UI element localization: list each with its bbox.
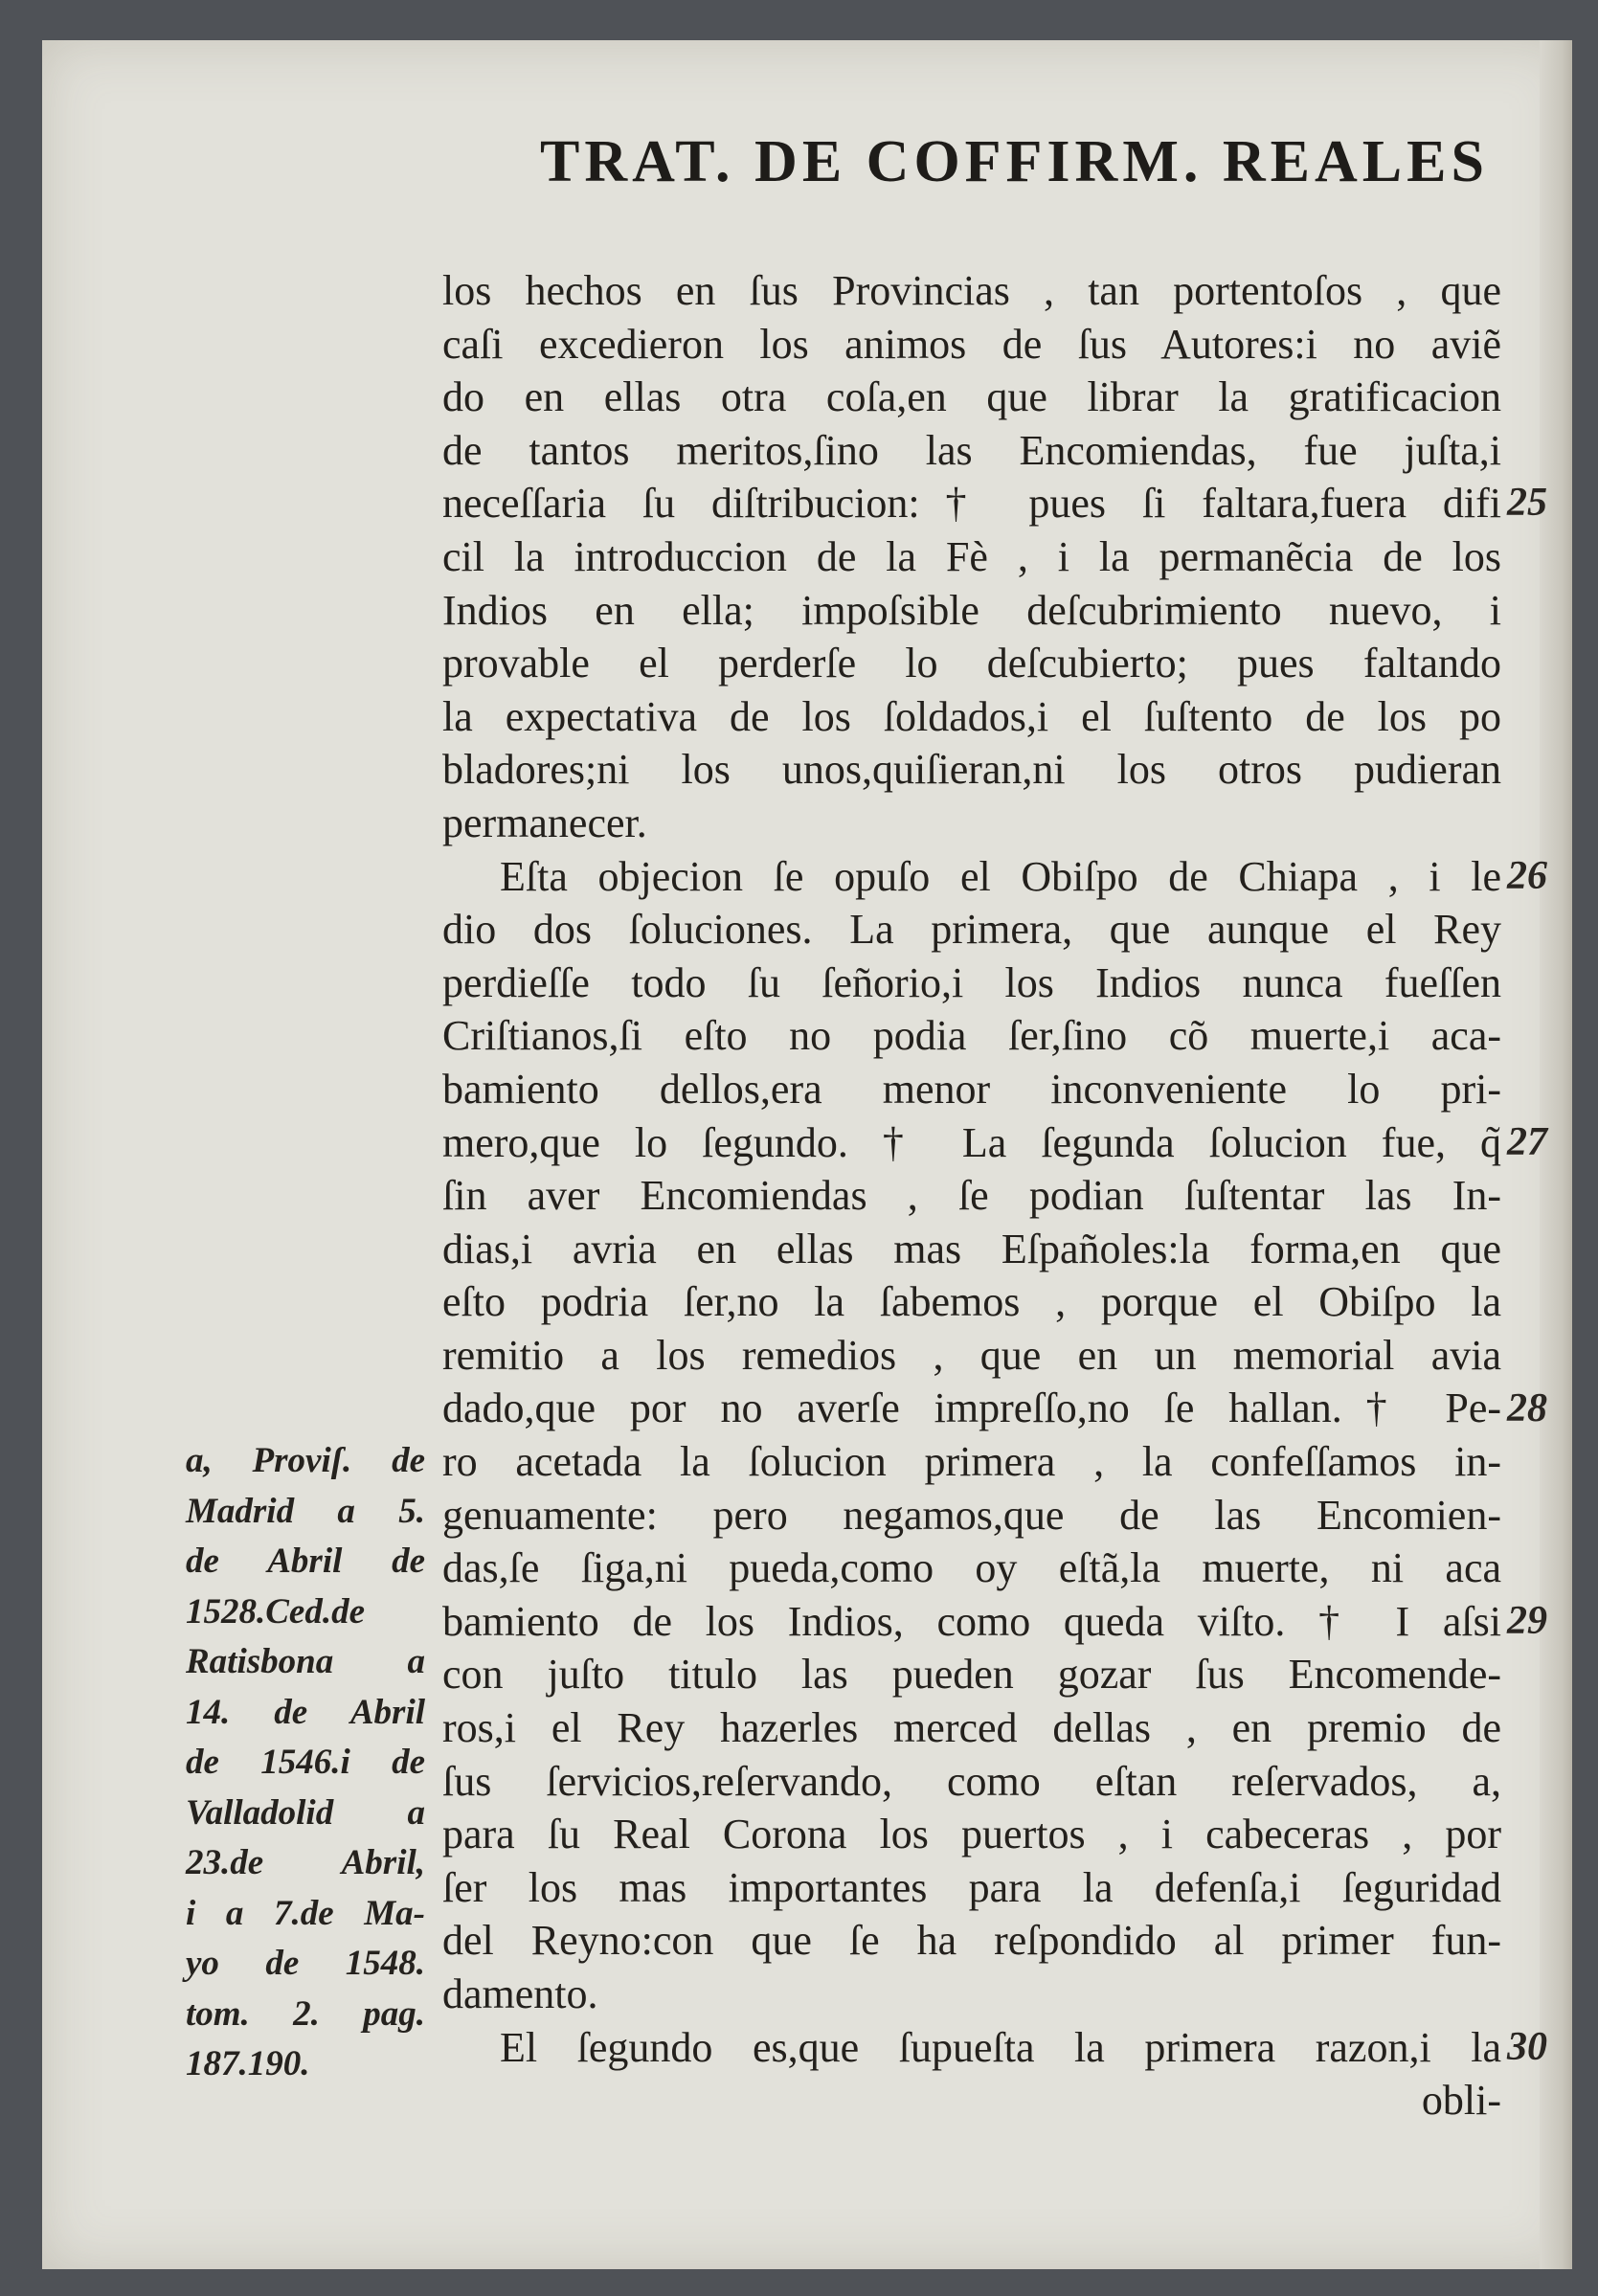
side-note-line: de 1546.i de <box>186 1743 425 1782</box>
paragraph-number: 28 <box>1507 1385 1547 1430</box>
text-line: obli- <box>1421 2077 1501 2125</box>
text-line: Criſtianos,ſi eſto no podia ſer,ſino cõ muerte,i aca- <box>442 1012 1501 1060</box>
text-line: ros,i el Rey hazerles merced dellas , en premio de <box>442 1704 1501 1752</box>
text-line: permanecer. <box>442 799 647 846</box>
text-line: ſus ſervicios,reſervando, como eſtan reſervados, a, <box>442 1757 1501 1805</box>
side-note-line: de Abril de <box>186 1542 425 1581</box>
main-text-block <box>442 264 1501 2127</box>
text-line: bladores;ni los unos,quiſieran,ni los otros pudieran <box>442 746 1501 794</box>
text-line: eſto podria ſer,no la ſabemos , porque el Obiſpo la <box>442 1278 1501 1326</box>
text-line: cil la introduccion de la Fè , i la permanẽcia de los <box>442 532 1501 580</box>
text-line: dado,que por no averſe impreſſo,no ſe hallan.† Pe- <box>442 1384 1501 1432</box>
text-line: remitio a los remedios , que en un memorial avia <box>442 1331 1501 1379</box>
side-note-line: Ratisbona a <box>186 1642 425 1681</box>
side-note-line: Valladolid a <box>186 1792 425 1833</box>
side-note-line: yo de 1548. <box>186 1944 425 1983</box>
side-note-line: tom. 2. pag. <box>186 1993 425 2034</box>
paragraph-number: 26 <box>1507 853 1547 898</box>
text-line: la expectativa de los ſoldados,i el ſuſtento de los po <box>442 692 1501 740</box>
text-line: del Reyno:con que ſe ha reſpondido al primer fun- <box>442 1917 1501 1965</box>
side-note-line: 23.de Abril, <box>186 1843 425 1882</box>
side-note-line: i a 7.de Ma- <box>186 1893 425 1933</box>
side-note-line: a, Proviſ. de <box>186 1441 425 1480</box>
text-line: de tantos meritos,ſino las Encomiendas, fue juſta,i <box>442 426 1501 474</box>
side-note-citation <box>186 1436 425 2090</box>
text-line: das,ſe ſiga,ni pueda,como oy eſtã,la muerte, ni aca <box>442 1544 1501 1592</box>
side-note-line: 1528.Ced.de <box>186 1591 366 1632</box>
running-head: TRAT. DE COFFIRM. REALES <box>540 129 1489 194</box>
text-line: dias,i avria en ellas mas Eſpañoles:la forma,en que <box>442 1225 1501 1272</box>
text-line: mero,que lo ſegundo. † La ſegunda ſolucion fue, q̃ <box>442 1118 1501 1166</box>
text-line: neceſſaria ſu diſtribucion:† pues ſi faltara,fuera difi <box>442 480 1501 528</box>
text-line: dio dos ſoluciones. La primera, que aunque el Rey <box>442 906 1501 954</box>
paragraph-number: 30 <box>1507 2024 1547 2069</box>
text-line: caſi excedieron los animos de ſus Autores:i no aviẽ <box>442 320 1501 368</box>
text-line: genuamente: pero negamos,que de las Encomien- <box>442 1491 1501 1539</box>
text-line: bamiento dellos,era menor inconveniente lo pri- <box>442 1065 1501 1113</box>
text-line: con juſto titulo las pueden gozar ſus Encomende- <box>442 1651 1501 1699</box>
text-line: para ſu Real Corona los puertos , i cabeceras , por <box>442 1811 1501 1858</box>
book-page <box>42 40 1572 2269</box>
text-line: do en ellas otra coſa,en que librar la gratificacion <box>442 373 1501 421</box>
text-line: ſin aver Encomiendas , ſe podian ſuſtentar las In- <box>442 1172 1501 1220</box>
text-line: Indios en ella; impoſsible deſcubrimiento nuevo, i <box>442 586 1501 634</box>
text-line: perdieſſe todo ſu ſeñorio,i los Indios nunca fueſſen <box>442 958 1501 1006</box>
text-line: ro acetada la ſolucion primera , la confeſſamos in- <box>442 1438 1501 1486</box>
side-note-line: 187.190. <box>186 2044 310 2083</box>
side-note-line: 14. de Abril <box>186 1692 425 1732</box>
text-line: provable el perderſe lo deſcubierto; pues faltando <box>442 640 1501 687</box>
text-line: damento. <box>442 1970 598 2017</box>
paragraph-number: 25 <box>1507 481 1547 526</box>
text-line: El ſegundo es,que ſupueſta la primera razon,i la <box>500 2023 1501 2071</box>
text-line: ſer los mas importantes para la defenſa,i ſeguridad <box>442 1863 1501 1911</box>
paragraph-number: 27 <box>1507 1119 1547 1164</box>
paragraph-number: 29 <box>1507 1599 1547 1643</box>
text-line: los hechos en ſus Provincias , tan portentoſos , que <box>442 267 1501 314</box>
text-line: Eſta objecion ſe opuſo el Obiſpo de Chiapa , i le <box>500 852 1501 900</box>
text-line: bamiento de los Indios, como queda viſto. † I aſsi <box>442 1597 1501 1645</box>
side-note-line: Madrid a 5. <box>186 1491 425 1531</box>
